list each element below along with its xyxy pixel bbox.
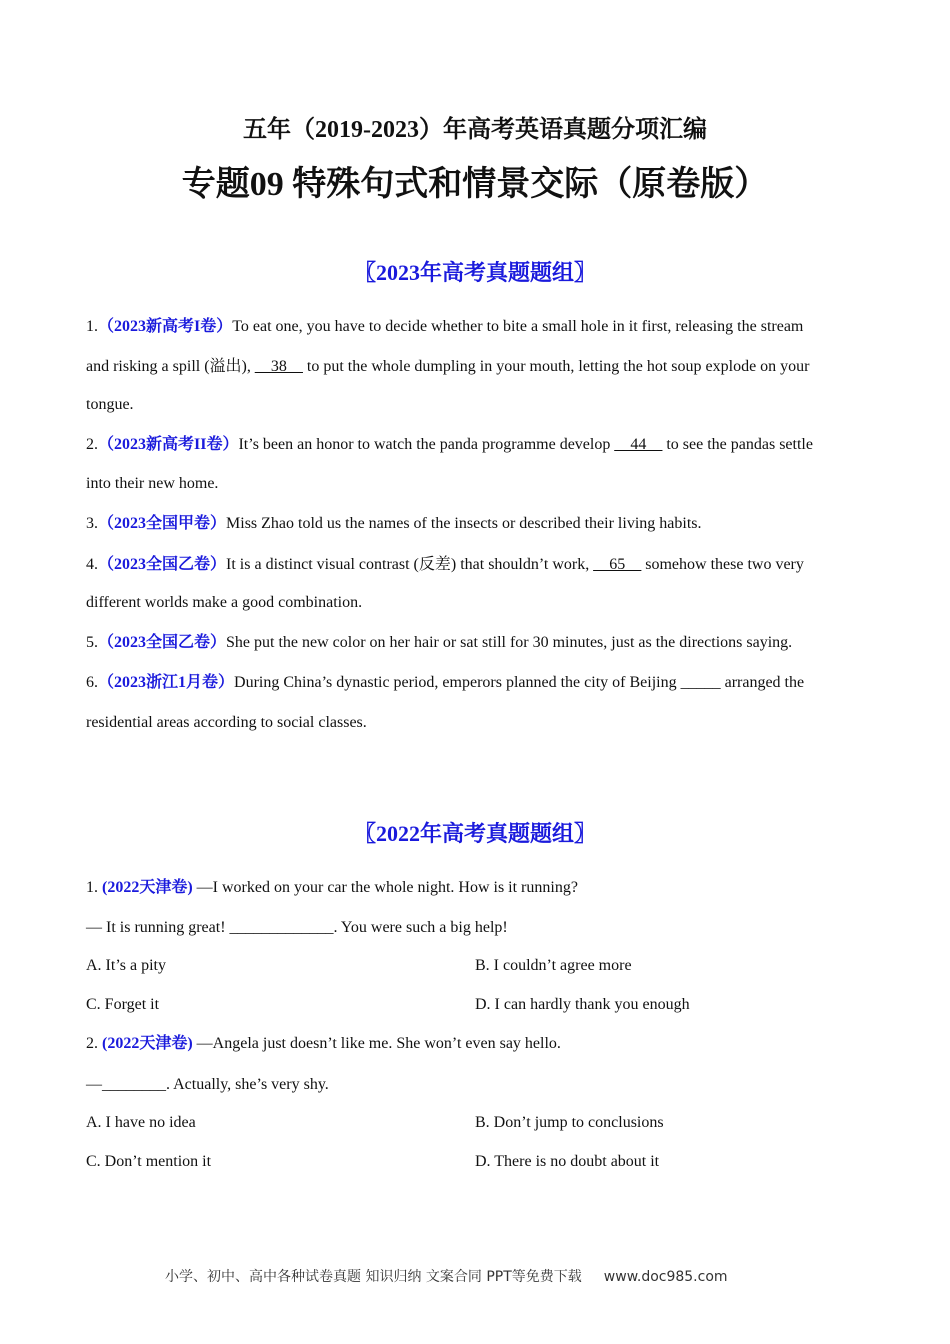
option-d: D. There is no doubt about it	[475, 1153, 660, 1170]
document-title: 五年（2019-2023）年高考英语真题分项汇编	[243, 117, 707, 143]
option-c: C. Forget it	[86, 996, 160, 1013]
question-2023-4: 4.（2023全国乙卷）It is a distinct visual contrast (反差) that shouldn’t work, __65__ somehow these two very	[86, 556, 804, 573]
question-2023-5: 5.（2023全国乙卷）She put the new color on her hair or sat still for 30 minutes, just as the directions saying.	[86, 634, 793, 651]
section-heading-2023: 〖2023年高考真题题组〗	[353, 260, 596, 285]
section-heading-2022: 〖2022年高考真题题组〗	[353, 821, 596, 846]
document-subtitle: 专题09 特殊句式和情景交际（原卷版）	[181, 166, 769, 203]
option-a: A. I have no idea	[86, 1114, 196, 1131]
footer: 小学、初中、高中各种试卷真题 知识归纳 文案合同 PPT等免费下载 www.doc985.com	[165, 1269, 728, 1285]
answer-blank: __65__	[593, 556, 642, 573]
document-page: 五年（2019-2023）年高考英语真题分项汇编 专题09 特殊句式和情景交际（原卷版） 〖2023年高考真题题组〗 1.（2023新高考I卷）To eat one, you have to decide whether to bite a small hole in it first, releasing the stream and risking a spill (溢出), __38__ to put the whole dumpling in your mouth, letting the hot soup explode on your tongue. 2.（2023新高考II卷）It’s been an honor to watch the panda programme develop __44__ to see the pandas settle into their new home. 3.（2023全国甲卷）Miss Zhao told us the names of the insects or described their living habits. 4.（2023全国乙卷）It is a distinct visual contrast (反差) that shouldn’t work, __65__ somehow these two very different worlds make a good combination. 5.（2023全国乙卷）She put the new color on her hair or sat still for 30 minutes, just as the directions saying. 6.（2023浙江1月卷）During China’s dynastic period, emperors planned the city of Beijing _____ arranged the residential areas according to social classes. 〖2022年高考真题题组〗 1. (2022天津卷) —I worked on your car the whole night. How is it running? — It is running great! _____________. You were such a big help! A. It’s a pity B. I couldn’t agree more C. Forget it D. I can hardly thank you enough 2. (2022天津卷) —Angela just doesn’t like me. She won’t even say hello. —________. Actually, she’s very shy. A. I have no idea B. Don’t jump to conclusions C. Don’t mention it D. There is no doubt about it 小学、初中、高中各种试卷真题 知识归纳 文案合同 PPT等免费下载 www.doc985.com	[0, 0, 950, 1344]
option-b: B. I couldn’t agree more	[475, 957, 632, 974]
answer-blank: __44__	[614, 436, 663, 453]
question-2023-1: 1.（2023新高考I卷）To eat one, you have to decide whether to bite a small hole in it first, releasing the stream	[86, 318, 804, 335]
footer-link[interactable]: www.doc985.com	[603, 1269, 728, 1285]
question-2022-2: 2. (2022天津卷) —Angela just doesn’t like me. She won’t even say hello.	[86, 1035, 561, 1052]
question-2022-1: 1. (2022天津卷) —I worked on your car the whole night. How is it running?	[86, 879, 578, 896]
option-c: C. Don’t mention it	[86, 1153, 212, 1170]
question-2023-2: 2.（2023新高考II卷）It’s been an honor to watch the panda programme develop __44__ to see the pandas settle	[86, 436, 813, 453]
question-2023-6: 6.（2023浙江1月卷）During China’s dynastic period, emperors planned the city of Beijing _____ arranged the	[86, 674, 805, 691]
option-a: A. It’s a pity	[86, 957, 166, 974]
question-2023-3: 3.（2023全国甲卷）Miss Zhao told us the names of the insects or described their living habits.	[86, 515, 702, 532]
answer-blank: __38__	[254, 358, 303, 375]
option-b: B. Don’t jump to conclusions	[475, 1114, 664, 1131]
option-d: D. I can hardly thank you enough	[475, 996, 690, 1013]
